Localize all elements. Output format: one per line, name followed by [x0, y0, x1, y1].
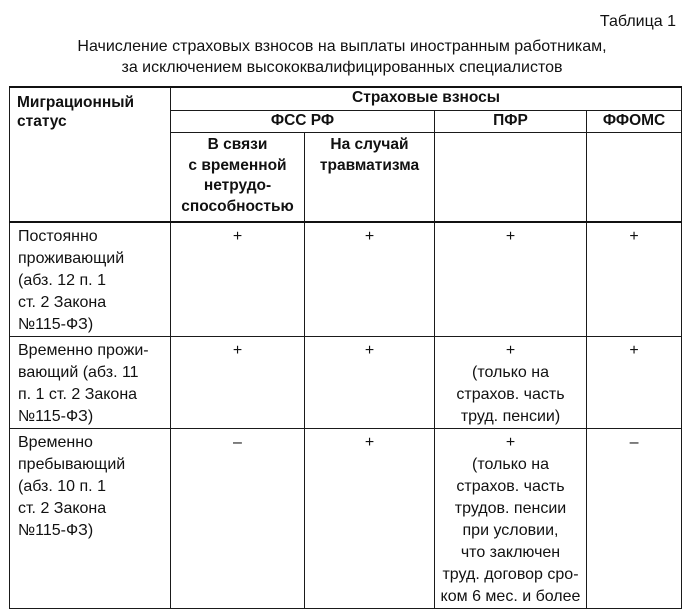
- mark-symbol: +: [505, 228, 516, 245]
- cell-fss-injury: [305, 222, 435, 337]
- mark-symbol: –: [629, 434, 639, 451]
- header-fss-temporary-disability: [171, 133, 305, 223]
- cell-fss-temporary: [171, 429, 305, 609]
- row-status-line: ст. 2 Закона: [18, 294, 107, 311]
- row-status-line: ст. 2 Закона: [18, 500, 107, 517]
- header-ffoms: ФФОМС: [587, 111, 682, 133]
- table-title: [0, 36, 684, 78]
- pfr-note-line: ком 6 мес. и более: [440, 588, 581, 605]
- row-status: [10, 337, 171, 429]
- cell-fss-temporary: [171, 337, 305, 429]
- header-ffoms-empty: [587, 133, 682, 223]
- header-pfr: ПФР: [435, 111, 587, 133]
- header-migration-status: [10, 87, 171, 222]
- cell-ffoms: [587, 337, 682, 429]
- table-label: Таблица 1: [599, 13, 676, 30]
- row-status: [10, 429, 171, 609]
- row-status-line: Постоянно: [18, 228, 98, 245]
- cell-ffoms: [587, 222, 682, 337]
- mark-symbol: +: [629, 342, 639, 359]
- row-status-line: п. 1 ст. 2 Закона: [18, 386, 138, 403]
- table-title-line: Начисление страховых взносов на выплаты иностранным работникам,: [77, 38, 607, 55]
- cell-pfr: [435, 337, 587, 429]
- table-title-line: за исключением высококвалифицированных специалистов: [121, 59, 563, 76]
- cell-fss-temporary: [171, 222, 305, 337]
- table-row: [10, 222, 682, 337]
- header-fss-injury-line: травматизма: [319, 156, 420, 174]
- header-insurance-contributions: Страховые взносы: [171, 87, 682, 111]
- header-fss-temporary-disability-line: способностью: [181, 197, 294, 215]
- pfr-note-line: страхов. часть: [456, 386, 565, 403]
- pfr-note-line: (только на: [472, 456, 549, 473]
- mark-symbol: +: [364, 228, 375, 245]
- row-status-line: вающий (абз. 11: [18, 364, 139, 381]
- mark-symbol: +: [232, 228, 243, 245]
- header-fss-temporary-disability-line: с временной: [188, 156, 287, 174]
- row-status-line: (абз. 12 п. 1: [18, 272, 106, 289]
- pfr-note-line: трудов. пенсии: [454, 500, 567, 517]
- cell-pfr: [435, 222, 587, 337]
- pfr-note-line: труд. договор сро-: [442, 566, 579, 583]
- pfr-note-line: при условии,: [462, 522, 559, 539]
- header-fss-temporary-disability-line: нетрудо-: [203, 177, 272, 194]
- mark-symbol: +: [364, 342, 375, 359]
- mark-symbol: +: [505, 434, 516, 451]
- row-status-line: пребывающий: [18, 456, 126, 473]
- table-row: [10, 337, 682, 429]
- header-migration-status-line: Миграционный: [17, 94, 134, 111]
- mark-symbol: +: [629, 228, 639, 245]
- mark-symbol: +: [364, 434, 375, 451]
- mark-symbol: –: [233, 434, 242, 451]
- cell-ffoms: [587, 429, 682, 609]
- cell-pfr: [435, 429, 587, 609]
- row-status-line: №115-ФЗ): [18, 522, 94, 539]
- row-status: [10, 222, 171, 337]
- header-fss-injury: [305, 133, 435, 223]
- pfr-note-line: труд. пенсии): [460, 408, 561, 425]
- cell-fss-injury: [305, 429, 435, 609]
- header-pfr-empty: [435, 133, 587, 223]
- header-migration-status-line: статус: [17, 113, 67, 130]
- header-fss-injury-line: На случай: [330, 136, 409, 153]
- mark-symbol: +: [505, 342, 516, 359]
- table-row: [10, 429, 682, 609]
- contributions-table: [9, 86, 682, 609]
- row-status-line: Временно прожи-: [18, 342, 149, 359]
- pfr-note-line: что заключен: [460, 544, 561, 561]
- row-status-line: Временно: [18, 434, 93, 451]
- row-status-line: проживающий: [18, 250, 125, 267]
- header-fss-temporary-disability-line: В связи: [207, 136, 268, 153]
- row-status-line: №115-ФЗ): [18, 408, 94, 425]
- row-status-line: (абз. 10 п. 1: [18, 478, 106, 495]
- pfr-note-line: (только на: [472, 364, 549, 381]
- mark-symbol: +: [232, 342, 243, 359]
- pfr-note-line: страхов. часть: [456, 478, 565, 495]
- header-fss: ФСС РФ: [171, 111, 435, 133]
- row-status-line: №115-ФЗ): [18, 316, 94, 333]
- cell-fss-injury: [305, 337, 435, 429]
